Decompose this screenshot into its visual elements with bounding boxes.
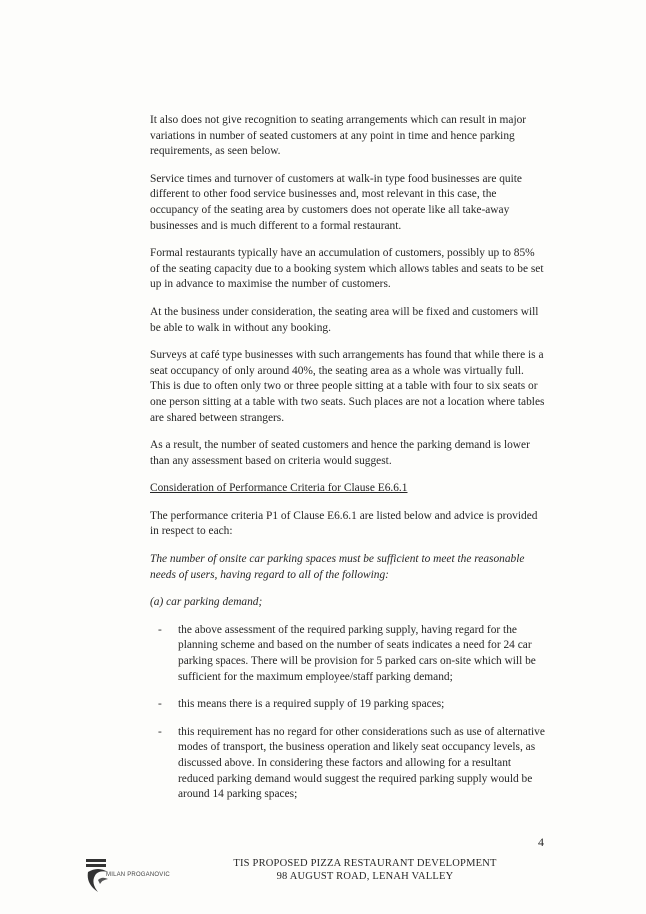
- list-item: - the above assessment of the required parking supply, having regard for the planning scheme and based on the number of seats indicates a need for 24 car parking spaces. There will be provision for 5 parked cars on-site which will be sufficient for the maximum employee/staff parking demand;: [150, 623, 545, 685]
- list-item: - this means there is a required supply of 19 parking spaces;: [150, 697, 545, 713]
- page-number: 4: [538, 835, 544, 849]
- document-body: [150, 113, 545, 815]
- bullet-list: [150, 623, 545, 803]
- page-footer: [200, 857, 530, 883]
- footer-title: TIS PROPOSED PIZZA RESTAURANT DEVELOPMENT: [233, 858, 497, 869]
- footer-address: 98 AUGUST ROAD, LENAH VALLEY: [276, 871, 454, 882]
- list-item: - this requirement has no regard for other considerations such as use of alternative modes of transport, the business operation and likely seat occupancy levels, as discussed above. In considering these factors and allowing for a resultant reduced parking demand would suggest the required parking supply would be around 14 parking spaces;: [150, 725, 545, 803]
- logo-text: MILAN PROGANOVIC: [106, 872, 170, 878]
- paragraph: At the business under consideration, the seating area will be fixed and customers will be able to walk in without any booking.: [150, 305, 539, 334]
- paragraph: Surveys at café type businesses with such arrangements has found that while there is a seat occupancy of only around 40%, the seating area as a whole was virtually full. This is due to often only two or three people sitting at a table with four to six seats or one person sitting at a table with two seats. Such places are not a location where tables are shared between strangers.: [150, 349, 545, 424]
- paragraph: Formal restaurants typically have an accumulation of customers, possibly up to 85% of the seating capacity due to a booking system which allows tables and seats to be set up in advance to maximise the number of customers.: [150, 247, 544, 291]
- intro-paragraph: The performance criteria P1 of Clause E6.6.1 are listed below and advice is provided in respect to each:: [150, 509, 538, 538]
- company-logo: [84, 858, 202, 896]
- criteria-statement: The number of onsite car parking spaces must be sufficient to meet the reasonable needs of users, having regard to all of the following:: [150, 553, 525, 581]
- sub-item-label: (a) car parking demand;: [150, 596, 263, 609]
- paragraph: As a result, the number of seated customers and hence the parking demand is lower than any assessment based on criteria would suggest.: [150, 439, 530, 467]
- paragraph: It also does not give recognition to seating arrangements which can result in major variations in number of seated customers at any point in time and hence parking requirements, as seen below.: [150, 114, 527, 158]
- section-heading: Consideration of Performance Criteria for Clause E6.6.1: [150, 482, 408, 495]
- paragraph: Service times and turnover of customers at walk-in type food businesses are quite different to other food service businesses and, most relevant in this case, the occupancy of the seating area by customers does not operate like all take-away businesses and is much different to a formal restaurant.: [150, 172, 522, 232]
